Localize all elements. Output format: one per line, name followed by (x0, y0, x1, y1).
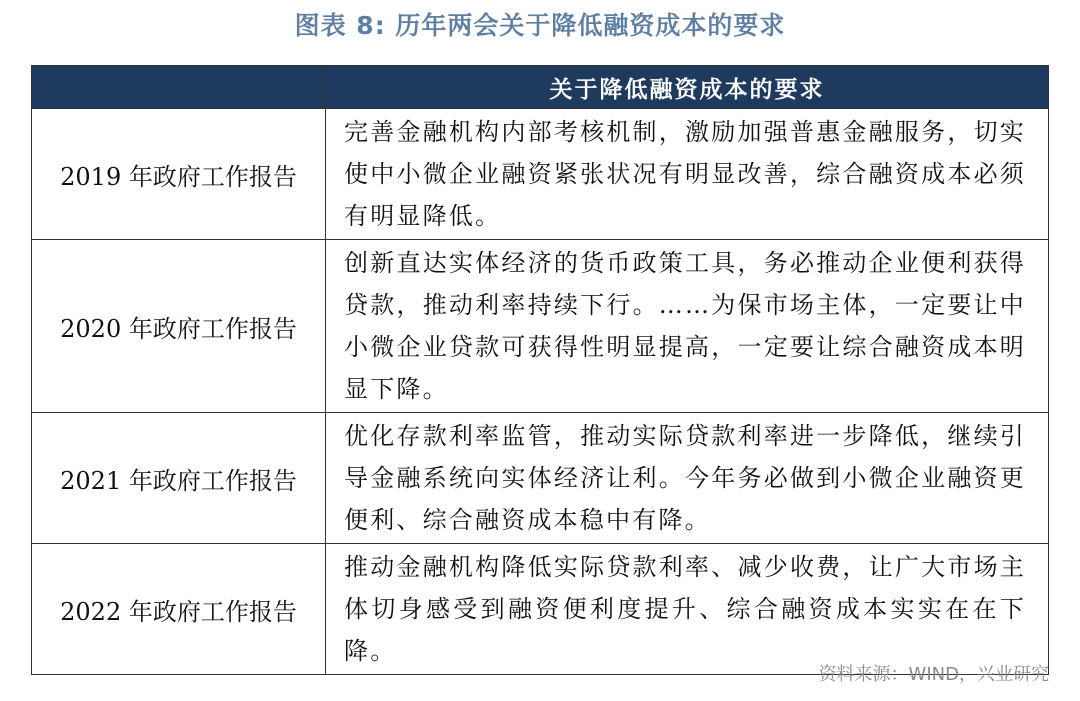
row-requirement-cell: 完善金融机构内部考核机制，激励加强普惠金融服务，切实使中小微企业融资紧张状况有明显改善，综合融资成本必须有明显降低。 (326, 109, 1049, 240)
table-row (32, 413, 1049, 544)
header-cell-requirement: 关于降低融资成本的要求 (326, 66, 1049, 109)
row-year-cell: 2019 年政府工作报告 (32, 109, 326, 240)
row-requirement-cell: 优化存款利率监管，推动实际贷款利率进一步降低，继续引导金融系统向实体经济让利。今年务必做到小微企业融资更便利、综合融资成本稳中有降。 (326, 413, 1049, 544)
row-requirement-cell: 推动金融机构降低实际贷款利率、减少收费，让广大市场主体切身感受到融资便利度提升、综合融资成本实实在在下降。 (326, 544, 1049, 675)
row-year-cell: 2022 年政府工作报告 (32, 544, 326, 675)
table-row (32, 544, 1049, 675)
row-year-cell: 2020 年政府工作报告 (32, 240, 326, 413)
table-row (32, 240, 1049, 413)
source-note: 资料来源：WIND，兴业研究 (818, 664, 1049, 685)
table-header-row (32, 66, 1049, 109)
row-year-cell: 2021 年政府工作报告 (32, 413, 326, 544)
row-requirement-cell: 创新直达实体经济的货币政策工具，务必推动企业便利获得贷款，推动利率持续下行。……为保市场主体，一定要让中小微企业贷款可获得性明显提高，一定要让综合融资成本明显下降。 (326, 240, 1049, 413)
requirements-table (31, 65, 1049, 675)
table-row (32, 109, 1049, 240)
header-cell-year (32, 66, 326, 109)
figure-title: 图表 8: 历年两会关于降低融资成本的要求 (294, 11, 786, 40)
